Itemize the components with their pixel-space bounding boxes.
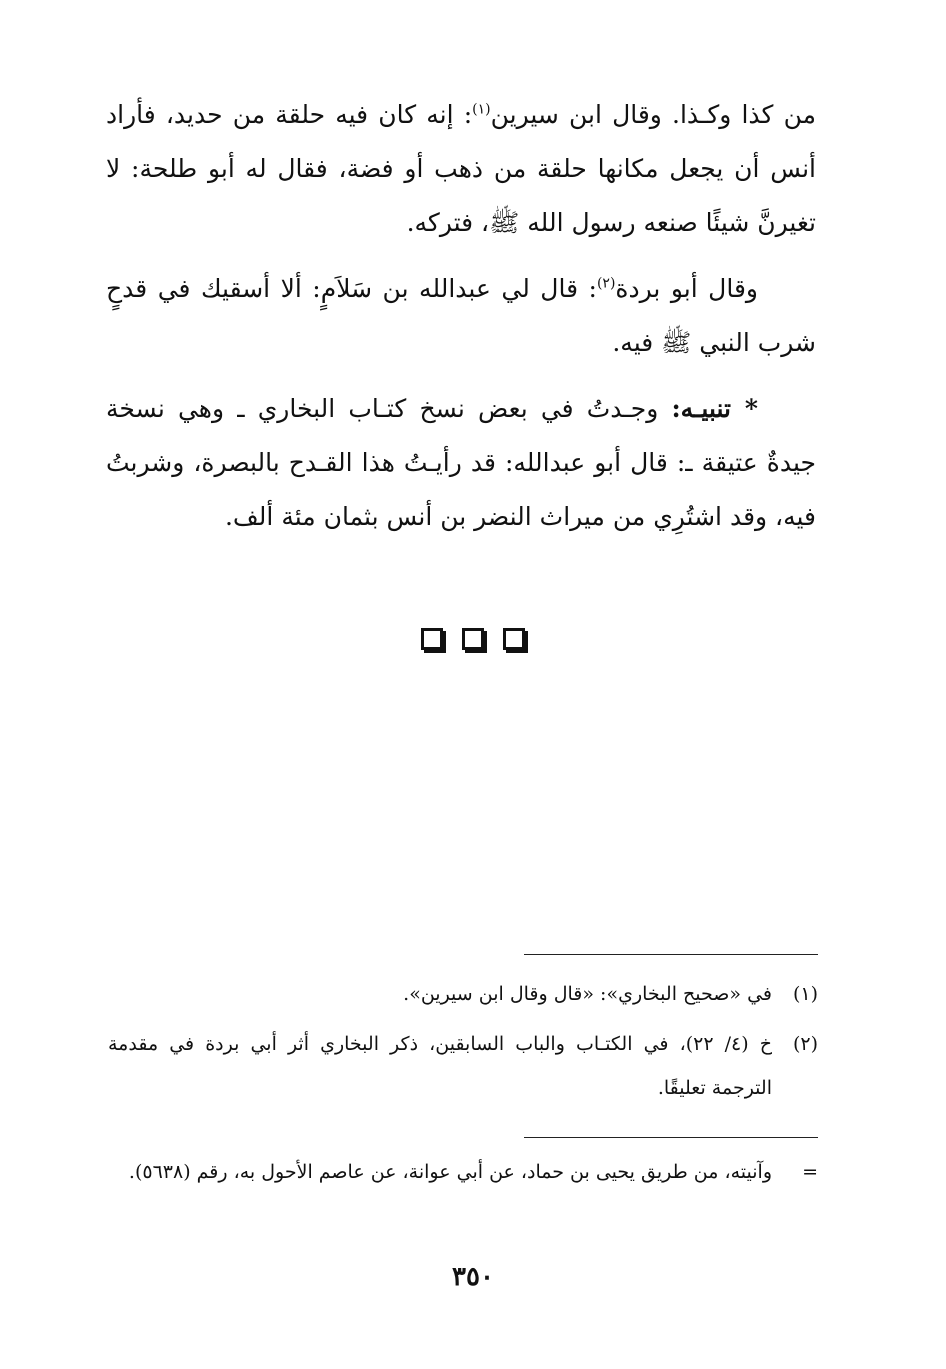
footnote-text: خ (٤/ ٢٢)، في الكتـاب والباب السابقين، ذكر البخاري أثر أبي بردة في مقدمة الترجمة تعليقًا. [108, 1033, 772, 1099]
page-number: ٣٥٠ [452, 1262, 494, 1292]
continued-note-section [108, 1150, 818, 1200]
footnote-number: (٢) [792, 1033, 818, 1055]
continuation-marker: = [802, 1161, 818, 1183]
ornament-square-icon [421, 628, 443, 650]
footnote-text: في «صحيح البخاري»: «قال وقال ابن سيرين». [403, 983, 772, 1005]
section-divider-ornament [0, 628, 946, 654]
paragraph-text: من كذا وكـذا. وقال ابن سيرين [490, 100, 817, 129]
paragraph-text: وقال أبو بردة [615, 274, 758, 303]
footnote-1 [108, 972, 818, 1016]
paragraph-abu-burda [106, 262, 816, 370]
footnotes-section [108, 972, 818, 1116]
footnote-2 [108, 1022, 818, 1110]
continued-note-separator-rule [524, 1137, 818, 1138]
continued-footnote-text: وآنيته، من طريق يحيى بن حماد، عن أبي عوانة، عن عاصم الأحول به، رقم (٥٦٣٨). [128, 1161, 772, 1183]
paragraph-note-tanbih [106, 382, 816, 544]
footnote-number: (١) [792, 983, 818, 1005]
note-lead-label: * تنبيـه: [671, 394, 758, 423]
footnote-reference-2[interactable]: (٢) [596, 275, 616, 292]
paragraph-text: : إنه كان فيه حلقة من حديد، فأراد أنس أن يجعل مكانها حلقة من ذهب أو فضة، فقال له أبو طلحة: لا تغيرنَّ شيئًا صنعه رسول الله ﷺ، فتركه. [106, 100, 816, 237]
paragraph-text: : قال لي عبدالله بن سَلاَمٍ: ألا أسقيك في قدحٍ شرب النبي ﷺ فيه. [106, 274, 816, 357]
footnote-reference-1[interactable]: (١) [472, 101, 491, 118]
paragraph-text: وجـدتُ في بعض نسخ كتـاب البخاري ـ وهي نسخة جيدةٌ عتيقة ـ: قال أبو عبدالله: قد رأيـتُ هذا القـدح بالبصرة، وشربتُ فيه، وقد اشتُرِي من ميراث النضر بن أنس بثمان مئة ألف. [106, 394, 816, 531]
paragraph-ibn-sirin [106, 88, 816, 250]
continued-footnote [108, 1150, 818, 1194]
main-text-block [106, 88, 816, 556]
ornament-square-icon [503, 628, 525, 650]
footnote-separator-rule [524, 954, 818, 955]
ornament-square-icon [462, 628, 484, 650]
